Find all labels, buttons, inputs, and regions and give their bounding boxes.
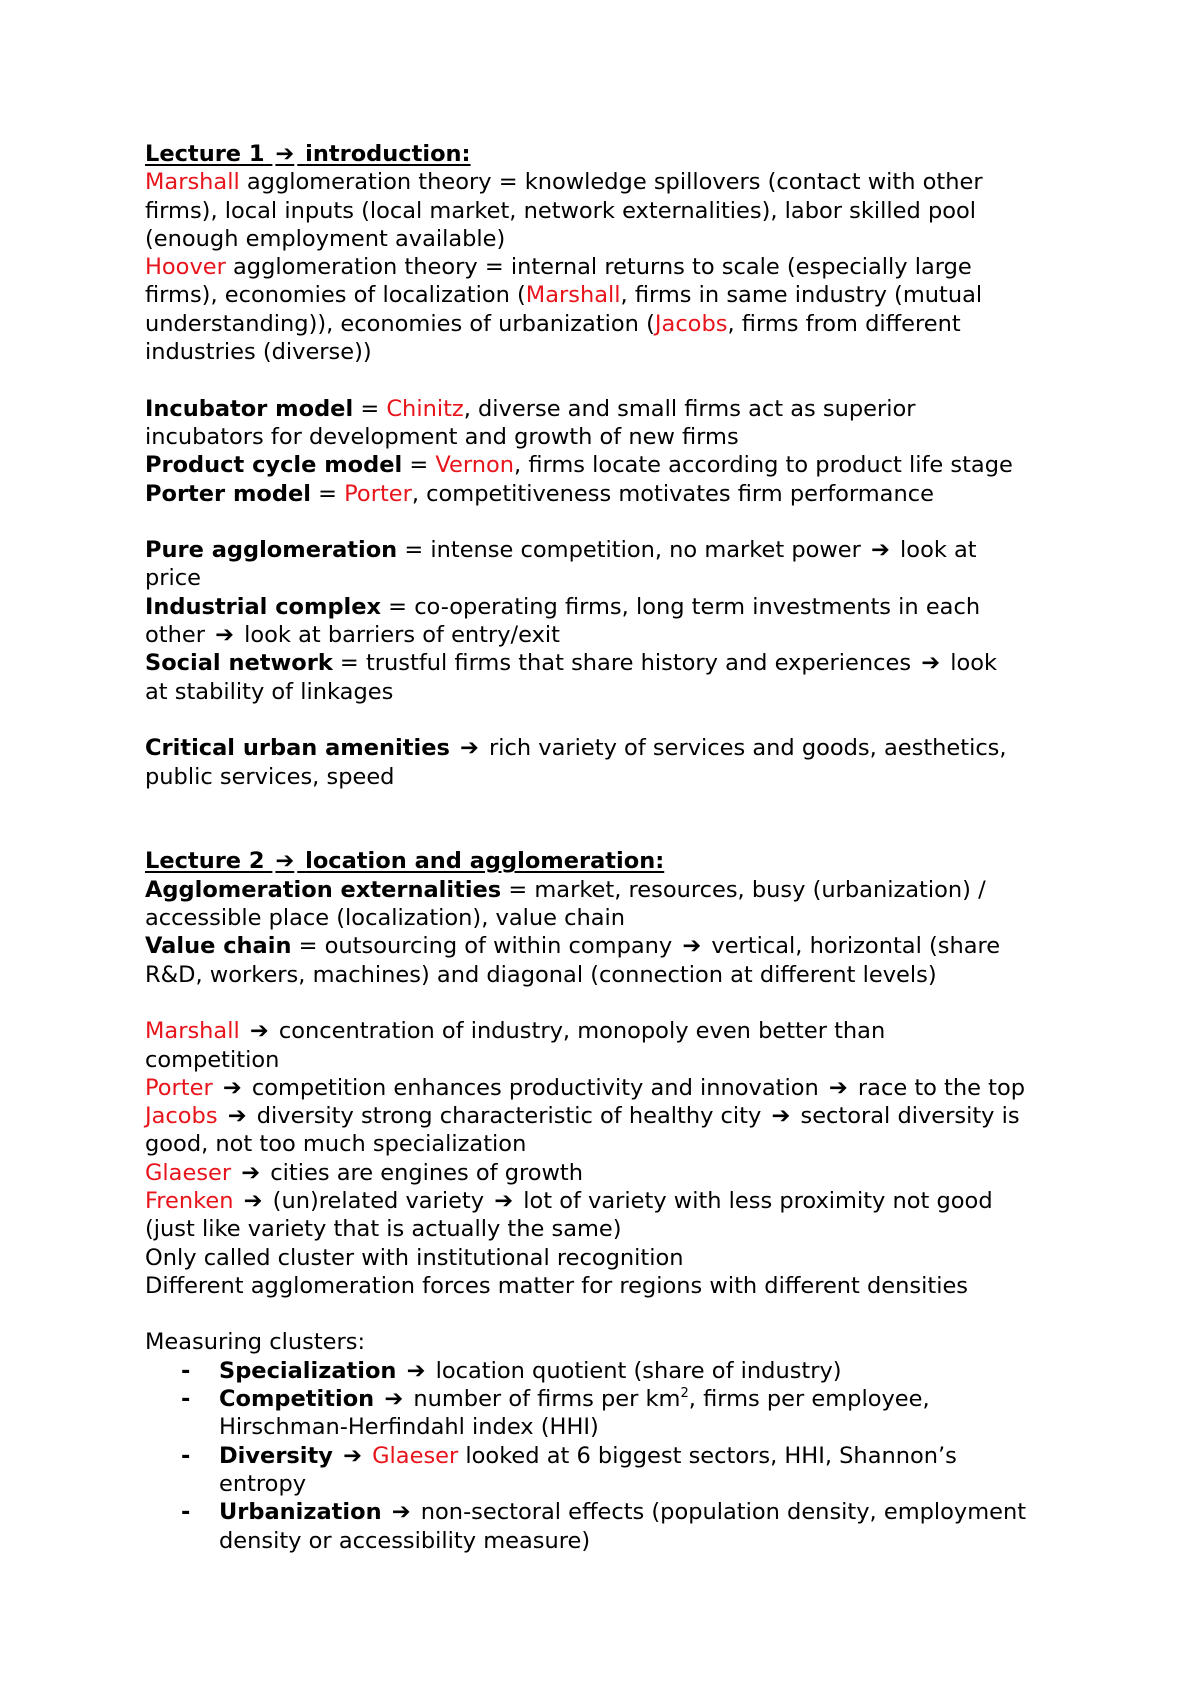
arrow-icon: ➔ [241,1159,261,1186]
arrow-icon: ➔ [249,1018,269,1045]
arrow-icon: ➔ [828,1074,848,1101]
cluster-recognition: Only called cluster with institutional recognition [145,1244,684,1271]
bullet-diversity: - Diversity ➔ Glaeser looked at 6 biggest sectors, HHI, Shannon’s [181,1442,957,1469]
arrow-icon: ➔ [871,537,890,564]
arrow-icon: ➔ [227,1103,247,1130]
spacer [145,791,1105,819]
arrow-icon: ➔ [243,1187,263,1214]
bullet-dash: - [181,1357,191,1384]
arrow-icon: ➔ [771,1103,791,1130]
arrow-icon: ➔ [343,1442,362,1469]
agglomeration-externalities: Agglomeration externalities = market, resources, busy (urbanization) / [145,876,986,903]
glaeser-note: Glaeser ➔ cities are engines of growth [145,1159,584,1186]
arrow-icon: ➔ [921,650,941,677]
measuring-clusters-heading: Measuring clusters: [145,1329,366,1356]
porter-note: Porter ➔ competition enhances productivity and innovation ➔ race to the top [145,1074,1026,1101]
value-chain-cont: R&D, workers, machines) and diagonal (connection at different levels) [145,961,937,988]
industrial-complex: Industrial complex = co-operating firms, long term investments in each [145,593,981,620]
jacobs-note: Jacobs ➔ diversity strong characteristic of healthy city ➔ sectoral diversity is [145,1103,1020,1130]
value-chain: Value chain = outsourcing of within company ➔ vertical, horizontal (share [145,933,1001,960]
document-page [145,140,1105,1555]
industrial-complex-cont: other ➔ look at barriers of entry/exit [145,622,560,649]
arrow-icon: ➔ [222,1074,242,1101]
bullet-urbanization: - Urbanization ➔ non-sectoral effects (population density, employment [181,1499,1027,1526]
pure-agglomeration-cont: price [145,565,201,592]
bullet-competition-cont: Hirschman-Herfindahl index (HHI) [219,1414,599,1441]
porter-model: Porter model = Porter, competitiveness motivates firm performance [145,480,934,507]
arrow-icon: ➔ [391,1499,411,1526]
critical-urban-amenities: Critical urban amenities ➔ rich variety of services and goods, aesthetics, [145,735,1007,762]
pure-agglomeration: Pure agglomeration = intense competition, no market power ➔ look at [145,537,977,564]
hoover-theory-cont: firms), economies of localization (Marshall, firms in same industry (mutual [145,282,983,309]
spacer [145,706,1105,734]
bullet-dash: - [181,1499,191,1526]
lecture2-heading: Lecture 2 ➔ location and agglomeration: [145,848,665,875]
incubator-model: Incubator model = Chinitz, diverse and small firms act as superior [145,395,916,422]
incubator-model-cont: incubators for development and growth of new firms [145,423,739,450]
spacer [145,819,1105,847]
arrow-icon: ➔ [406,1357,426,1384]
arrow-icon: ➔ [275,848,295,875]
jacobs-note-cont: good, not too much specialization [145,1131,527,1158]
marshall-theory-cont: (enough employment available) [145,225,506,252]
bullet-dash: - [181,1442,191,1469]
hoover-theory: Hoover agglomeration theory = internal returns to scale (especially large [145,254,972,281]
spacer [145,989,1105,1017]
arrow-icon: ➔ [215,622,234,649]
arrow-icon: ➔ [275,141,295,167]
arrow-icon: ➔ [682,933,702,960]
social-network-cont: at stability of linkages [145,678,394,705]
arrow-icon: ➔ [384,1386,404,1413]
bullet-diversity-cont: entropy [219,1470,307,1497]
bullet-specialization: - Specialization ➔ location quotient (share of industry) [181,1357,842,1384]
arrow-icon: ➔ [460,735,479,762]
agglomeration-forces: Different agglomeration forces matter for regions with different densities [145,1272,969,1299]
social-network: Social network = trustful firms that share history and experiences ➔ look [145,650,998,677]
bullet-urbanization-cont: density or accessibility measure) [219,1527,591,1554]
frenken-note: Frenken ➔ (un)related variety ➔ lot of variety with less proximity not good [145,1187,993,1214]
marshall-theory-cont: firms), local inputs (local market, network externalities), labor skilled pool [145,197,977,224]
critical-urban-amenities-cont: public services, speed [145,763,395,790]
hoover-theory-cont: understanding)), economies of urbanization (Jacobs, firms from different [145,310,961,337]
hoover-theory-cont: industries (diverse)) [145,339,372,366]
spacer [145,508,1105,536]
spacer [145,1300,1105,1328]
product-cycle-model: Product cycle model = Vernon, firms locate according to product life stage [145,452,1013,479]
spacer [145,366,1105,394]
bullet-competition: - Competition ➔ number of firms per $km^2$, firms per employee, [181,1386,930,1413]
lecture1-heading: Lecture 1 ➔ introduction: [145,141,471,167]
marshall-note: Marshall ➔ concentration of industry, monopoly even better than [145,1018,886,1045]
frenken-note-cont: (just like variety that is actually the same) [145,1216,622,1243]
marshall-theory: Marshall agglomeration theory = knowledge spillovers (contact with other [145,169,983,196]
agglomeration-externalities-cont: accessible place (localization), value chain [145,905,626,932]
arrow-icon: ➔ [494,1187,514,1214]
bullet-dash: - [181,1386,191,1413]
marshall-note-cont: competition [145,1046,280,1073]
